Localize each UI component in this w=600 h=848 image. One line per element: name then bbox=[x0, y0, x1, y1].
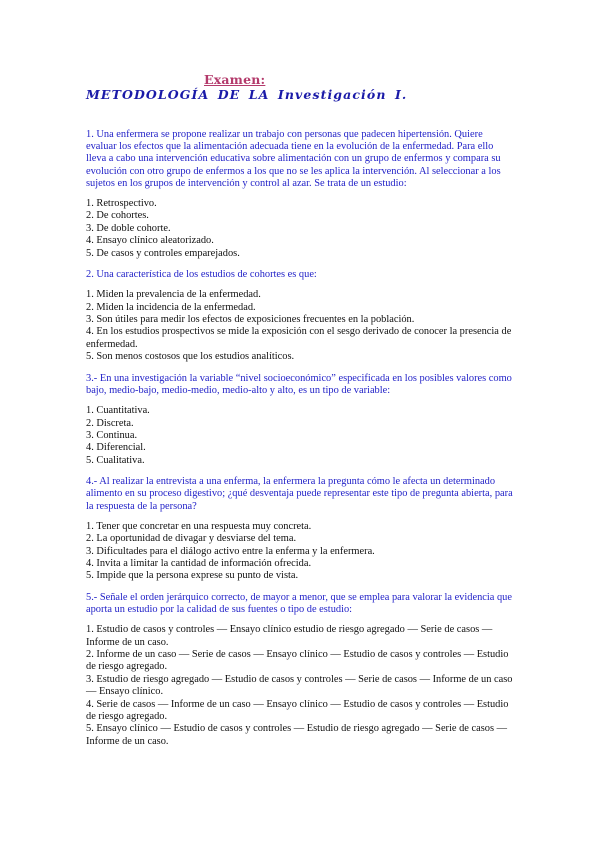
answer-options bbox=[86, 624, 514, 748]
answer-option: 4. Invita a limitar la cantidad de información ofrecida. bbox=[86, 557, 312, 569]
question-2 bbox=[86, 269, 514, 364]
exam-title: Examen: bbox=[204, 72, 266, 87]
answer-options bbox=[86, 405, 514, 467]
question-list bbox=[86, 129, 514, 757]
answer-option: 5. Son menos costosos que los estudios analíticos. bbox=[86, 351, 295, 363]
answer-option: 3. De doble cohorte. bbox=[86, 222, 171, 234]
answer-option: 5. De casos y controles emparejados. bbox=[86, 247, 240, 259]
question-3 bbox=[86, 373, 514, 467]
answer-option: 4. Serie de casos — Informe de un caso — Ensayo clínico — Estudio de casos y controles — Estudio de riesgo agregado. bbox=[86, 698, 509, 723]
answer-option: 3. Estudio de riesgo agregado — Estudio de casos y controles — Serie de casos — Informe de un caso — Ensayo clínico. bbox=[86, 673, 513, 698]
course-title: METODOLOGÍA DE LA Investigación I. bbox=[86, 87, 408, 102]
question-5 bbox=[86, 592, 514, 748]
answer-option: 2. De cohortes. bbox=[86, 210, 149, 222]
answer-option: 2. Miden la incidencia de la enfermedad. bbox=[86, 301, 256, 313]
question-1 bbox=[86, 129, 514, 260]
answer-option: 2. La oportunidad de divagar y desviarse del tema. bbox=[86, 533, 297, 545]
answer-options bbox=[86, 289, 514, 363]
answer-option: 1. Miden la prevalencia de la enfermedad. bbox=[86, 289, 261, 301]
question-text: 1. Una enfermera se propone realizar un trabajo con personas que padecen hipertensión. Quiere evaluar los efectos que la alimentación adecuada tiene en la evolución de la enfermedad. Para ello lleva a cabo una intervención educativa sobre alimentación con un grupo de enfermos y compara su evolución con otro grupo de enfermos a los que no se les aplica la intervención. Al seleccionar a los sujetos en los grupos de intervención y control al azar. Se trata de un estudio: bbox=[86, 129, 501, 189]
answer-option: 5. Cualitativa. bbox=[86, 454, 145, 466]
answer-option: 3. Dificultades para el diálogo activo entre la enferma y la enfermera. bbox=[86, 545, 375, 557]
question-text: 5.- Señale el orden jerárquico correcto, de mayor a menor, que se emplea para valorar la evidencia que aporta un estudio por la calidad de sus fuentes o tipo de estudio: bbox=[86, 591, 512, 615]
answer-option: 1. Tener que concretar en una respuesta muy concreta. bbox=[86, 520, 312, 532]
answer-option: 1. Cuantitativa. bbox=[86, 405, 150, 417]
answer-option: 3. Continua. bbox=[86, 429, 138, 441]
answer-option: 2. Informe de un caso — Serie de casos — Ensayo clínico — Estudio de casos y controles — Estudio de riesgo agregado. bbox=[86, 648, 509, 673]
question-text: 3.- En una investigación la variable “nivel socioeconómico” especificada en los posibles valores como bajo, medio-bajo, medio-medio, medio-alto y alto, es un tipo de variable: bbox=[86, 372, 512, 396]
answer-option: 4. En los estudios prospectivos se mide la exposición con el sesgo derivado de conocer la presencia de enfermedad. bbox=[86, 326, 512, 350]
answer-option: 5. Ensayo clínico — Estudio de casos y controles — Estudio de riesgo agregado — Serie de casos — Informe de un caso. bbox=[86, 723, 508, 747]
answer-option: 2. Discreta. bbox=[86, 417, 134, 429]
answer-option: 5. Impide que la persona exprese su punto de vista. bbox=[86, 570, 299, 582]
question-text: 2. Una característica de los estudios de cohortes es que: bbox=[86, 269, 317, 281]
answer-options bbox=[86, 198, 514, 260]
answer-option: 3. Son útiles para medir los efectos de exposiciones frecuentes en la población. bbox=[86, 314, 415, 326]
answer-option: 1. Estudio de casos y controles — Ensayo clínico estudio de riesgo agregado — Serie de casos — Informe de un caso. bbox=[86, 624, 493, 648]
answer-options bbox=[86, 521, 514, 583]
question-4 bbox=[86, 476, 514, 583]
question-text: 4.- Al realizar la entrevista a una enferma, la enfermera la pregunta cómo le afecta un determinado alimento en su proceso digestivo; ¿qué desventaja puede representar este tipo de pregunta abierta, para la respuesta de la persona? bbox=[86, 476, 513, 512]
answer-option: 1. Retrospectivo. bbox=[86, 198, 157, 210]
answer-option: 4. Diferencial. bbox=[86, 442, 146, 454]
answer-option: 4. Ensayo clínico aleatorizado. bbox=[86, 235, 214, 247]
